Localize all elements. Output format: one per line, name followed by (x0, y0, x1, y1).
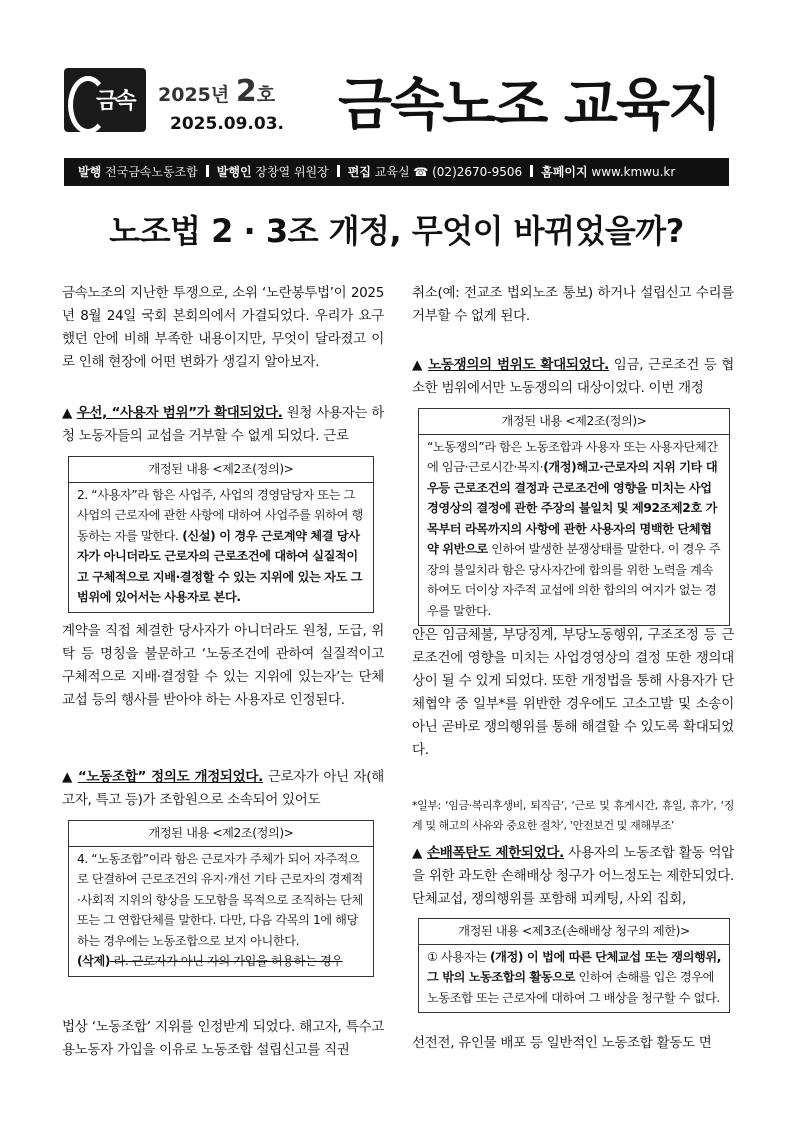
article-headline: 노조법 2 · 3조 개정, 무엇이 바뀌었을까? (109, 212, 684, 250)
union-logo (64, 68, 146, 132)
homepage-link[interactable]: www.kmwu.kr (591, 165, 676, 179)
magazine-title: 금속노조 교육지 (338, 73, 721, 138)
amendment-box-damages: 개정된 내용 <제3조(손해배상 청구의 제한)> ① 사용자는 (개정) 이 법에 따른 단체교섭 또는 쟁의행위, 그 밖의 노동조합의 활동으로 인하여 손해를 입은 경우에 노동조합 또는 근로자에 대하여 그 배상을 청구할 수 없다. (418, 918, 730, 1013)
section-dispute-scope: ▲ 노동쟁의의 범위도 확대되었다. 임금, 근로조건 등 협소한 범위에서만 노동쟁의의 대상이었다. 이번 개정 (412, 357, 735, 396)
paragraph-dispute-result: 안은 임금체불, 부당징계, 부당노동행위, 구조조정 등 근로조건에 영향을 미치는 사업경영상의 결정 또한 쟁의대상이 될 수 있게 되었다. 또한 개정법을 통해 사용자가 단체협약 중 일부*를 위반한 경우에도 고소고발 및 소송이 아닌 곧바로 쟁의행위를 통해 해결할 수 있도록 확대되었다. (412, 627, 734, 758)
paragraph-union-result: 법상 ‘노동조합’ 지위를 인정받게 되었다. 해고자, 특수고용노동자 가입을 이유로 노동조합 설립신고를 직권 (62, 1019, 384, 1058)
issue-date: 2025.09.03. (170, 114, 285, 134)
logo-text: 금속 (96, 89, 135, 114)
paragraph-damages-continued: 선전전, 유인물 배포 등 일반적인 노동조합 활동도 면 (412, 1035, 712, 1051)
section-employer-scope: ▲ 우선, “사용자 범위”가 확대되었다. 원청 사용자는 하청 노동자들의 교섭을 거부할 수 없게 되었다. 근로 (62, 405, 384, 444)
amendment-box-employer: 개정된 내용 <제2조(정의)> 2. “사용자”라 함은 사업주, 사업의 경영담당자 또는 그 사업의 근로자에 관한 사항에 대하여 사업주를 위하여 행동하는 자를 말한다. (신설) 이 경우 근로계약 체결 당사자가 아니더라도 근로자의 근로조건에 대하여 실질적이고 구체적으로 지배·결정할 수 있는 지위에 있는 자도 그 범위에 있어서는 사용자로 본다. (68, 456, 374, 613)
section-union-definition: ▲ “노동조합” 정의도 개정되었다. 근로자가 아닌 자(해고자, 특고 등)가 조합원으로 소속되어 있어도 (62, 769, 384, 808)
footnote-partial-items: *일부: ‘임금·복리후생비, 퇴직금’, ‘근로 및 휴게시간, 휴일, 휴가’, ‘징계 및 해고의 사유와 중요한 절차’, ‘안전보건 및 재해부조’ (412, 799, 734, 832)
section-damages-limit: ▲ 손배폭탄도 제한되었다. 사용자의 노동조합 활동 억압을 위한 과도한 손해배상 청구가 어느정도는 제한되었다. 단체교섭, 쟁의행위를 포함해 피케팅, 사외 집회, (412, 845, 734, 907)
intro-paragraph: 금속노조의 지난한 투쟁으로, 소위 ‘노란봉투법’이 2025년 8월 24일 국회 본회의에서 가결되었다. 우리가 요구했던 안에 비해 부족한 내용이지만, 무엇이 달라졌고 이로 인해 현장에 어떤 변화가 생길지 알아보자. (62, 285, 384, 370)
issue-number: 2025년 2호 (158, 74, 276, 109)
amendment-box-union: 개정된 내용 <제2조(정의)> 4. “노동조합”이라 함은 근로자가 주체가 되어 자주적으로 단결하여 근로조건의 유지·개선 기타 근로자의 경제적·사회적 지위의 향상을 도모함을 목적으로 조직하는 단체 또는 그 연합단체를 말한다. 다만, 다음 각목의 1에 해당하는 경우에는 노동조합으로 보지 아니한다. (삭제) 라. 근로자가 아닌 자의 가입을 허용하는 경우 (68, 820, 374, 977)
paragraph-continued: 취소(예: 전교조 법외노조 통보) 하거나 설립신고 수리를 거부할 수 없게 된다. (412, 285, 734, 324)
paragraph-employer-result: 계약을 직접 체결한 당사자가 아니더라도 원청, 도급, 위탁 등 명칭을 불문하고 ‘노동조건에 관하여 실질적이고 구체적으로 지배·결정할 수 있는 지위에 있는자’는 단체교섭 등의 행사를 받아야 하는 사용자로 인정된다. (62, 623, 384, 708)
amendment-box-dispute: 개정된 내용 <제2조(정의)> “노동쟁의”라 함은 노동조합과 사용자 또는 사용자단체간에 임금·근로시간·복지·(개정)해고·근로자의 지위 기타 대우등 근로조건의 결정과 근로조건에 영향을 미치는 사업경영상의 결정에 관한 주장의 불일치 및 제92조제2호 가목부터 라목까지의 사항에 관한 사용자의 명백한 단체협약 위반으로 인하여 발생한 분쟁상태를 말한다. 이 경우 주장의 불일치라 함은 당사자간에 합의를 위한 노력을 계속하여도 더이상 자주적 교섭에 의한 합의의 여지가 없는 경우를 말한다. (418, 408, 730, 626)
publication-info-bar: 발행 전국금속노동조합 발행인 장창열 위원장 편집 교육실 ☎ (02)2670-9506 홈페이지 www.kmwu.kr (64, 158, 729, 186)
